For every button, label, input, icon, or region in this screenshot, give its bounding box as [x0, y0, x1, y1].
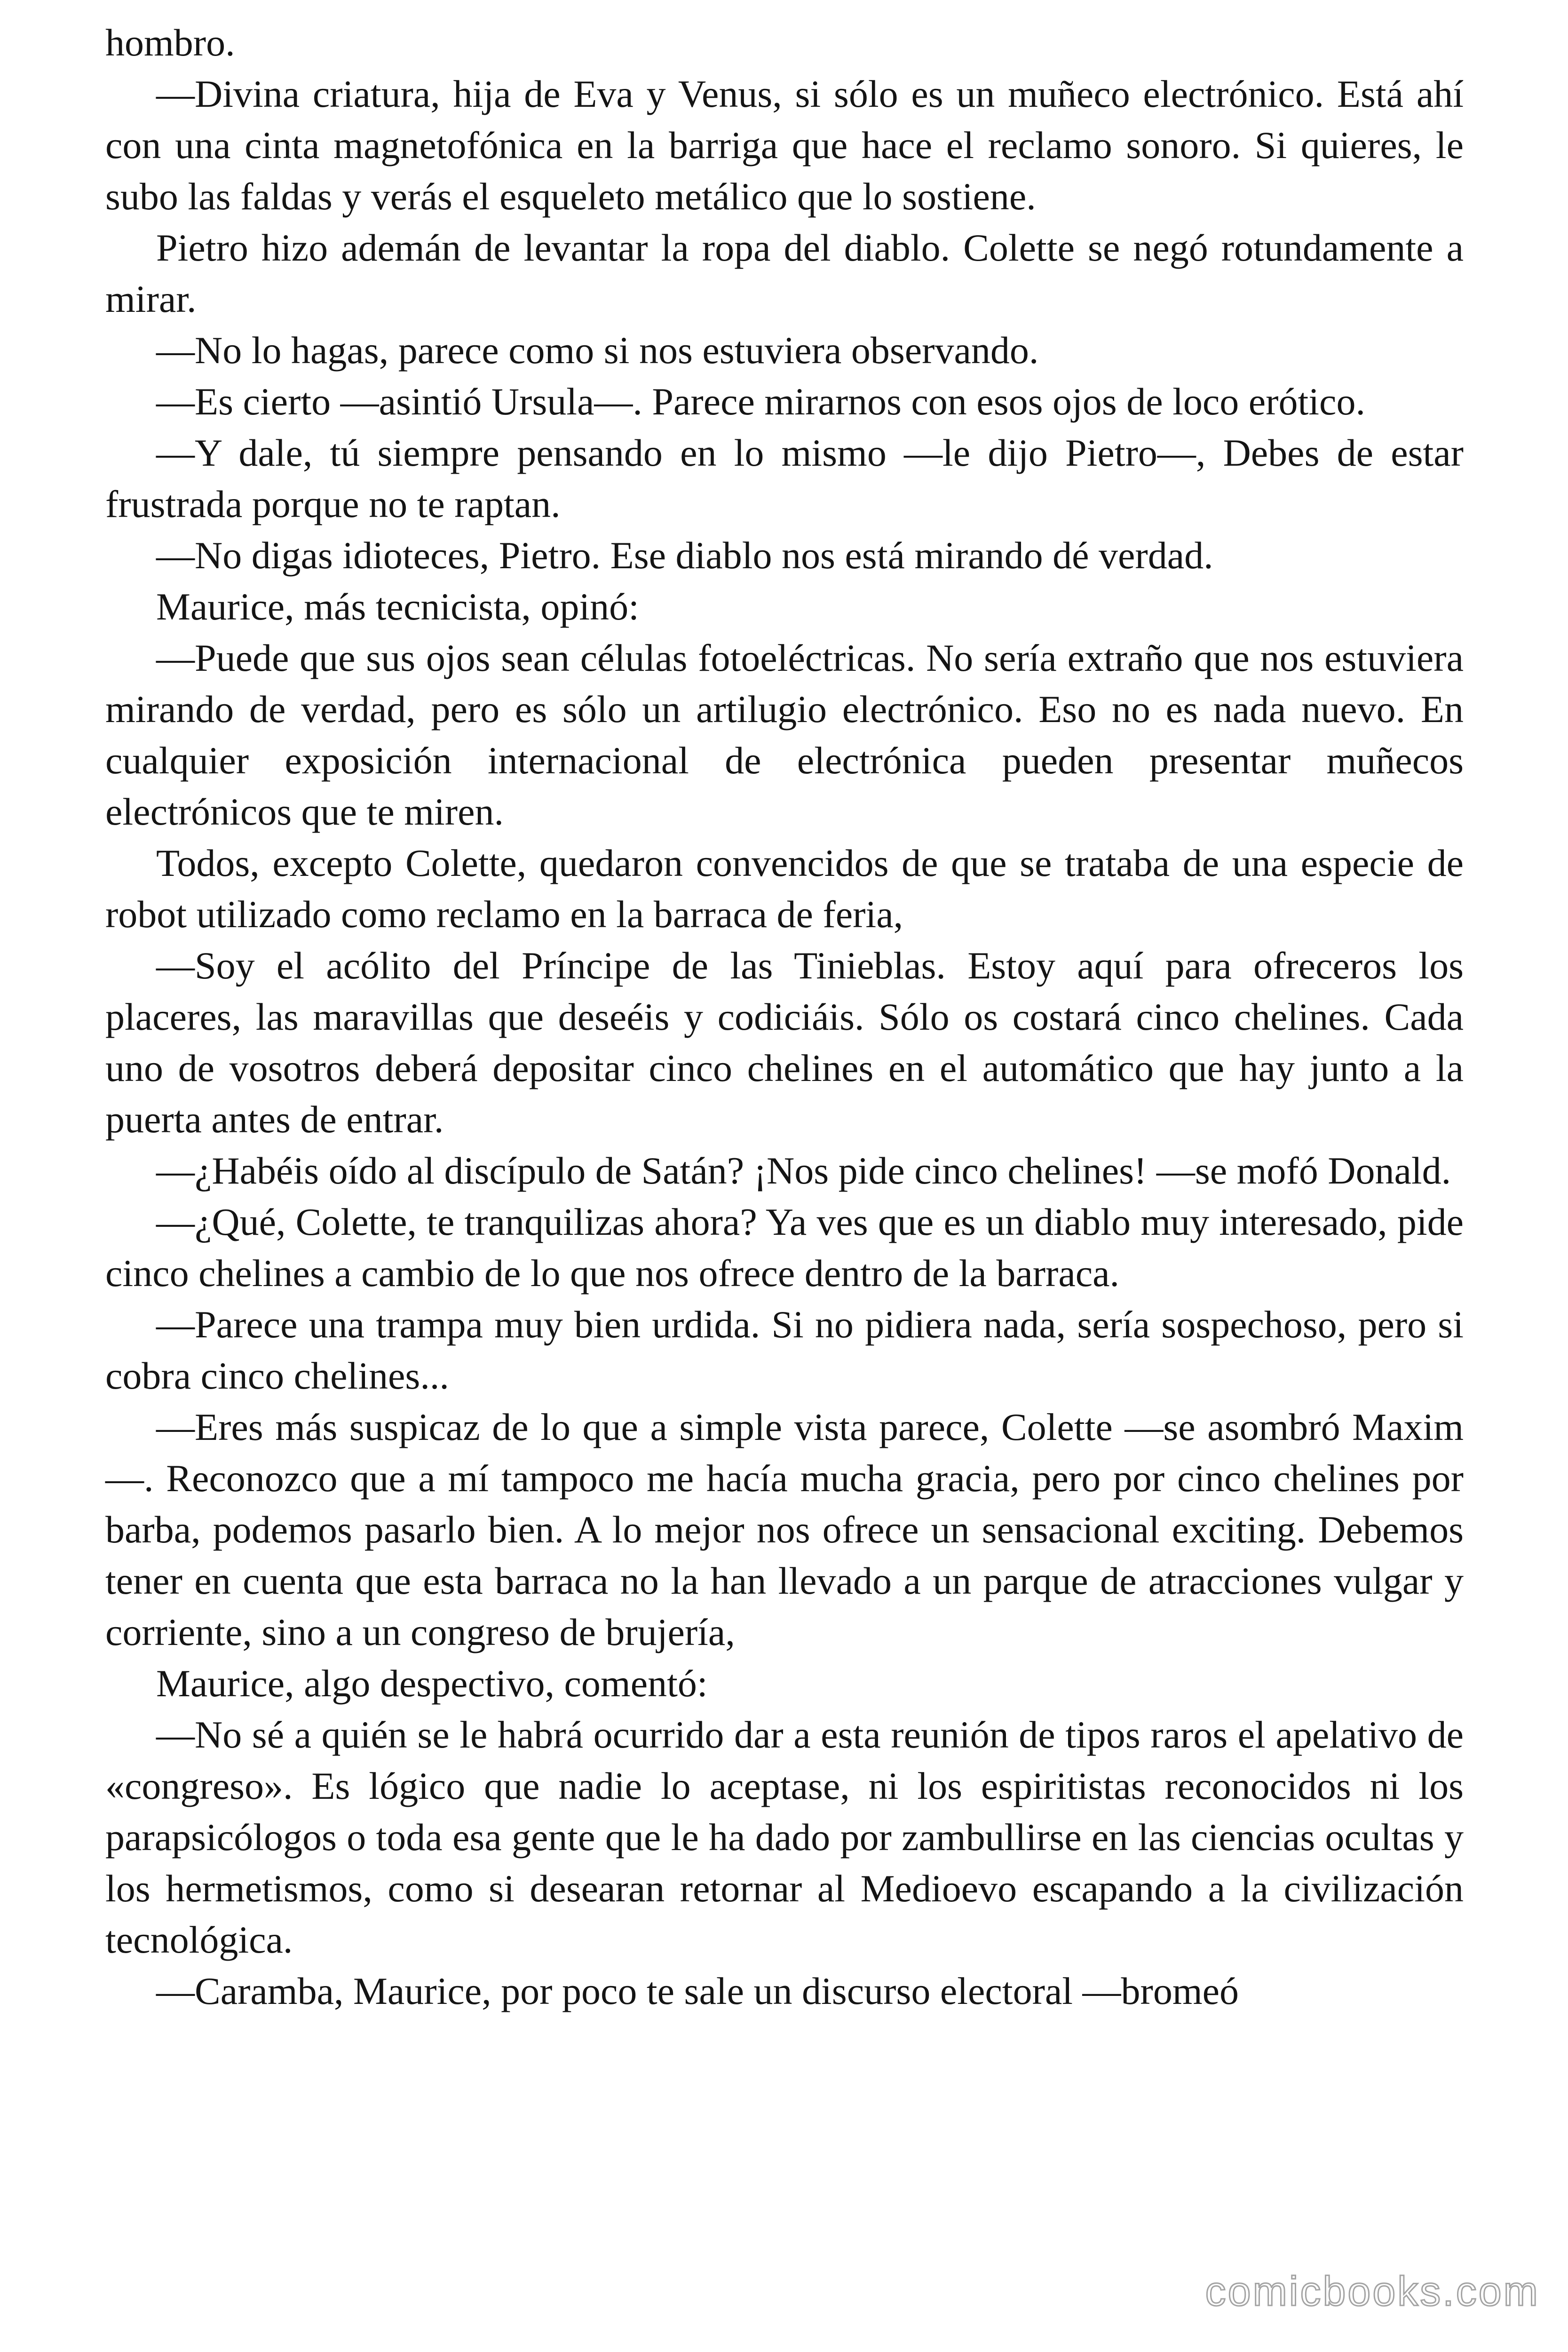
paragraph: —Eres más suspicaz de lo que a simple vista parece, Colette —se asombró Maxim—. Reconozco que a mí tampoco me hacía mucha gracia, pero por cinco chelines por barba, podemos pasarlo bien. A lo mejor nos ofrece un sensacional exciting. Debemos tener en cuenta que esta barraca no la han llevado a un parque de atracciones vulgar y corriente, sino a un congreso de brujería,	[105, 1406, 1464, 1653]
paragraph: —Es cierto —asintió Ursula—. Parece mirarnos con esos ojos de loco erótico.	[156, 380, 1365, 423]
document-page	[105, 17, 1464, 2017]
paragraph: —Parece una trampa muy bien urdida. Si no pidiera nada, sería sospechoso, pero si cobra cinco chelines...	[105, 1303, 1464, 1397]
paragraph: —No sé a quién se le habrá ocurrido dar a esta reunión de tipos raros el apelativo de «congreso». Es lógico que nadie lo aceptase, ni los espiritistas reconocidos ni los parapsicólogos o toda esa gente que le ha dado por zambullirse en las ciencias ocultas y los hermetismos, como si desearan retornar al Medioevo escapando a la civilización tecnológica.	[105, 1713, 1464, 1961]
paragraph: —Caramba, Maurice, por poco te sale un discurso electoral —bromeó	[156, 1970, 1239, 2012]
paragraph: —Puede que sus ojos sean células fotoeléctricas. No sería extraño que nos estuviera mirando de verdad, pero es sólo un artilugio electrónico. Eso no es nada nuevo. En cualquier exposición internacional de electrónica pueden presentar muñecos electrónicos que te miren.	[105, 636, 1464, 833]
paragraph: —¿Habéis oído al discípulo de Satán? ¡Nos pide cinco chelines! —se mofó Donald.	[156, 1149, 1451, 1192]
paragraph: —No digas idioteces, Pietro. Ese diablo nos está mirando dé verdad.	[156, 534, 1213, 577]
paragraph: —No lo hagas, parece como si nos estuviera observando.	[156, 329, 1039, 372]
paragraph: Todos, excepto Colette, quedaron convencidos de que se trataba de una especie de robot utilizado como reclamo en la barraca de feria,	[105, 842, 1464, 936]
paragraph: —¿Qué, Colette, te tranquilizas ahora? Ya ves que es un diablo muy interesado, pide cinco chelines a cambio de lo que nos ofrece dentro de la barraca.	[105, 1200, 1464, 1295]
watermark: comicbooks.com	[1205, 2268, 1540, 2314]
paragraph: —Soy el acólito del Príncipe de las Tinieblas. Estoy aquí para ofreceros los placeres, las maravillas que deseéis y codiciáis. Sólo os costará cinco chelines. Cada uno de vosotros deberá depositar cinco chelines en el automático que hay junto a la puerta antes de entrar.	[105, 944, 1464, 1141]
paragraph: —Y dale, tú siempre pensando en lo mismo —le dijo Pietro—, Debes de estar frustrada porque no te raptan.	[105, 431, 1464, 525]
paragraph: Maurice, algo despectivo, comentó:	[156, 1662, 708, 1705]
paragraph: Pietro hizo ademán de levantar la ropa del diablo. Colette se negó rotundamente a mirar.	[105, 226, 1464, 320]
paragraph: hombro.	[105, 21, 235, 64]
paragraph: —Divina criatura, hija de Eva y Venus, si sólo es un muñeco electrónico. Está ahí con una cinta magnetofónica en la barriga que hace el reclamo sonoro. Si quieres, le subo las faldas y verás el esqueleto metálico que lo sostiene.	[105, 72, 1464, 218]
paragraph: Maurice, más tecnicista, opinó:	[156, 585, 639, 628]
